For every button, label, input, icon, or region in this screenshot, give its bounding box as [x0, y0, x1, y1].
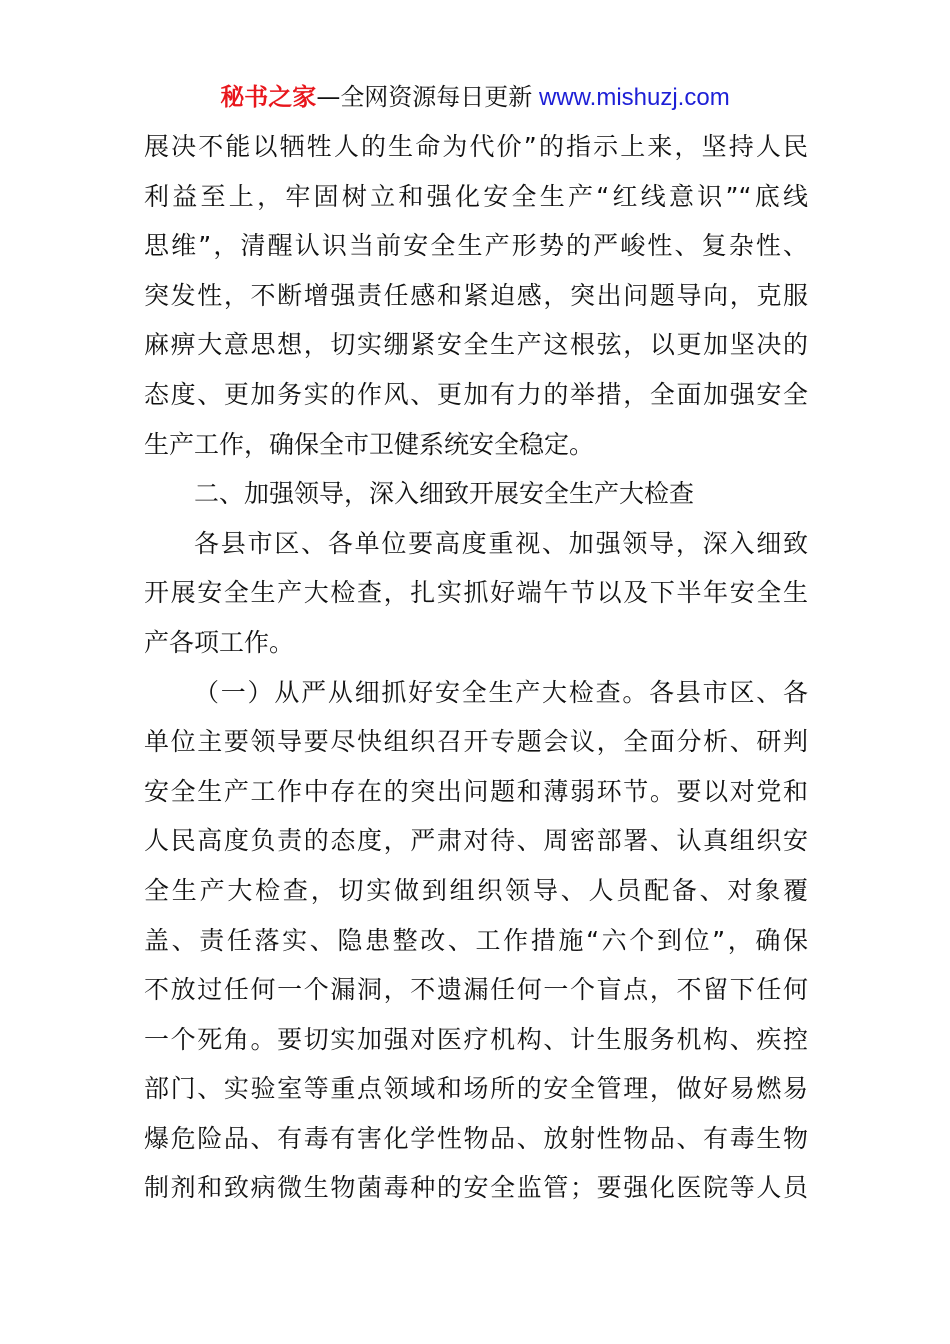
text-line: 生产工作，确保全市卫健系统安全稳定。	[144, 429, 595, 459]
site-url[interactable]: www.mishuzj.com	[532, 84, 730, 111]
subsection-line: （一）从严从细抓好安全生产大检查。各县市区、各	[194, 677, 808, 707]
text-line: 思维”，清醒认识当前安全生产形势的严峻性、复杂性、	[144, 231, 808, 261]
text-line: 利益至上，牢固树立和强化安全生产“红线意识”“底线	[144, 181, 808, 211]
brand-name: 秘书之家	[220, 83, 317, 111]
text-line: 部门、实验室等重点领域和场所的安全管理，做好易燃易	[144, 1074, 808, 1104]
text-line: 开展安全生产大检查，扎实抓好端午节以及下半年安全生	[144, 578, 808, 608]
text-line: 制剂和致病微生物菌毒种的安全监管；要强化医院等人员	[144, 1173, 808, 1203]
text-line: 爆危险品、有毒有害化学性物品、放射性物品、有毒生物	[144, 1123, 808, 1153]
text-line: 盖、责任落实、隐患整改、工作措施“六个到位”，确保	[144, 925, 808, 955]
text-line: 突发性，不断增强责任感和紧迫感，突出问题导向，克服	[144, 280, 808, 310]
text-line: 态度、更加务实的作风、更加有力的举措，全面加强安全	[144, 379, 808, 409]
site-header	[0, 80, 950, 115]
text-line: 全生产大检查，切实做到组织领导、人员配备、对象覆	[144, 875, 808, 905]
header-tagline: —全网资源每日更新	[316, 83, 533, 111]
document-body	[144, 122, 808, 1213]
text-line: 一个死角。要切实加强对医疗机构、计生服务机构、疾控	[144, 1024, 808, 1054]
section-heading: 二、加强领导，深入细致开展安全生产大检查	[194, 479, 695, 509]
text-line: 各县市区、各单位要高度重视、加强领导，深入细致	[194, 528, 808, 558]
text-line: 产各项工作。	[144, 627, 295, 657]
text-line: 安全生产工作中存在的突出问题和薄弱环节。要以对党和	[144, 776, 808, 806]
text-line: 展决不能以牺牲人的生命为代价”的指示上来，坚持人民	[144, 132, 808, 161]
text-line: 不放过任何一个漏洞，不遗漏任何一个盲点，不留下任何	[144, 975, 808, 1005]
text-line: 人民高度负责的态度，严肃对待、周密部署、认真组织安	[144, 826, 808, 856]
text-line: 麻痹大意思想，切实绷紧安全生产这根弦，以更加坚决的	[144, 330, 808, 360]
text-line: 单位主要领导要尽快组织召开专题会议，全面分析、研判	[144, 727, 808, 757]
